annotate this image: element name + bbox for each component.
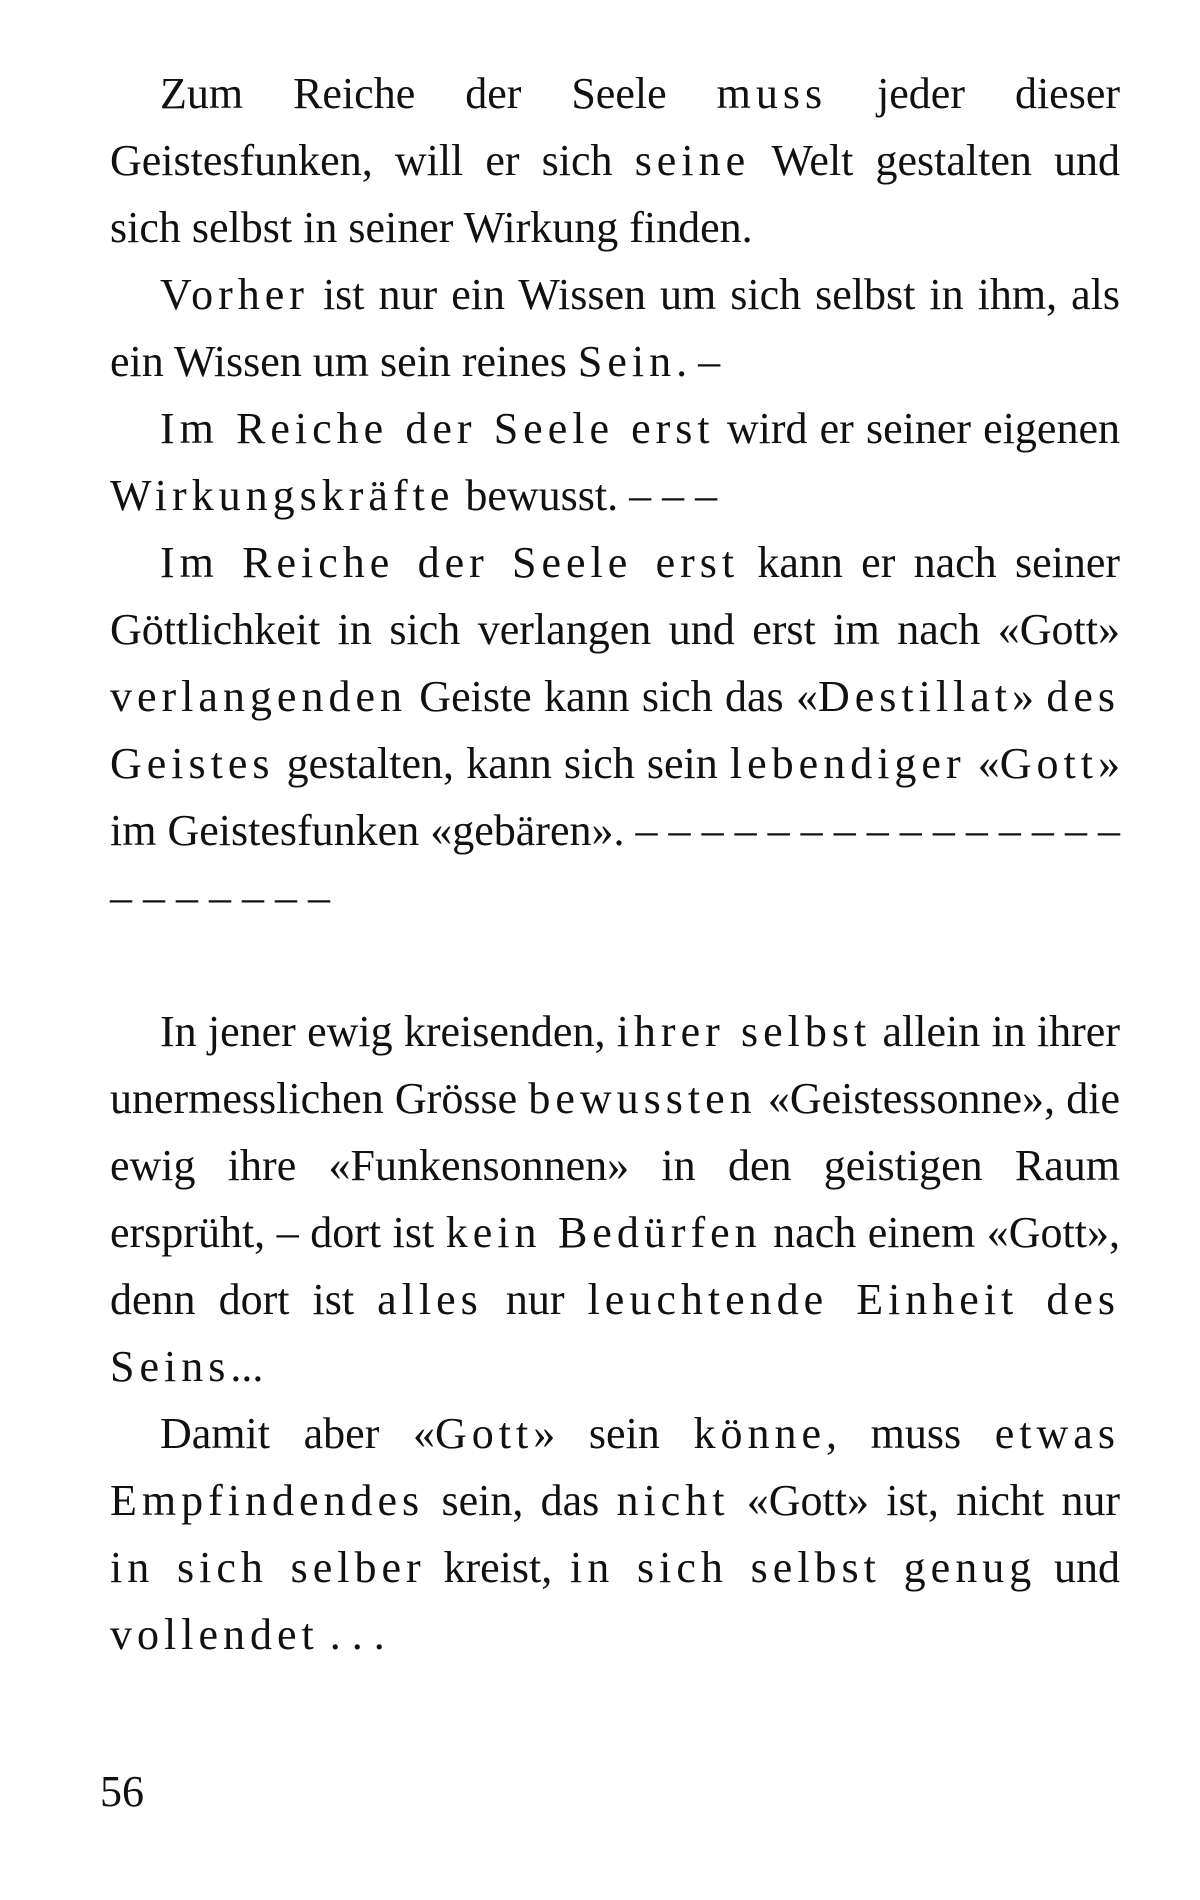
- spaced-text-run: Gott: [999, 739, 1099, 788]
- text-run: sein, das: [424, 1476, 617, 1525]
- spaced-text-run: des Geistes: [110, 672, 1120, 788]
- spaced-text-run: in sich selbst genug: [570, 1543, 1037, 1592]
- paragraph-wirkungskraefte: [110, 395, 1120, 529]
- spaced-text-run: Vorher: [160, 270, 309, 319]
- spaced-text-run: kein Bedürfen: [445, 1208, 762, 1257]
- spaced-text-run: alles: [377, 1275, 483, 1324]
- spaced-text-run: ihrer selbst: [616, 1007, 872, 1056]
- spaced-text-run: Destillat: [817, 672, 1013, 721]
- spaced-text-run: Sein: [577, 337, 677, 386]
- text-run: , muss: [825, 1409, 995, 1458]
- text-run: nach einem «Gott», denn dort ist: [110, 1208, 1120, 1324]
- text-run: gestalten, kann sich sein: [274, 739, 730, 788]
- text-run: «Gott» ist, nicht nur: [729, 1476, 1120, 1525]
- page-body: [110, 60, 1120, 1668]
- text-run: Geiste kann sich das «: [407, 672, 818, 721]
- text-run: ...: [230, 1342, 264, 1391]
- text-run: Zum Reiche der Seele: [160, 69, 717, 118]
- text-run: » im Geistesfunken «gebären». – – – – – – – – – – – – – – – – – – – – – –: [110, 739, 1121, 922]
- text-run: wird er seiner eigenen: [714, 404, 1120, 453]
- spaced-text-run: könne: [693, 1409, 826, 1458]
- spaced-text-run: leuchtende Einheit des Seins: [110, 1275, 1120, 1391]
- text-run: Damit aber «: [160, 1409, 436, 1458]
- text-run: »: [1012, 672, 1047, 721]
- paragraph-vorher: [110, 261, 1120, 395]
- spaced-text-run: muss: [716, 69, 828, 118]
- section-break: [110, 931, 1120, 998]
- text-run: kreist,: [425, 1543, 571, 1592]
- spaced-text-run: Im Reiche der Seele erst: [160, 538, 740, 587]
- text-run: » sein: [533, 1409, 694, 1458]
- text-run: . –: [676, 337, 721, 386]
- spaced-text-run: etwas Empfindendes: [110, 1409, 1120, 1525]
- spaced-text-run: seine: [634, 136, 751, 185]
- spaced-text-run: verlangenden: [110, 672, 407, 721]
- text-run: allein in ihrer unermesslichen Grösse: [110, 1007, 1120, 1123]
- text-run: bewusst. – – –: [454, 471, 718, 520]
- paragraph-goettlichkeit: [110, 529, 1120, 931]
- spaced-text-run: Im Reiche der Seele erst: [160, 404, 715, 453]
- text-run: In jener ewig kreisenden,: [160, 1007, 617, 1056]
- text-run: Welt gestalten und sich selbst in seiner Wirkung finden.: [110, 136, 1121, 252]
- text-run: und: [1036, 1543, 1120, 1592]
- text-run: «Geistessonne», die ewig ihre «Funkensonnen» in den geistigen Raum ersprüht, – dort ist: [110, 1074, 1120, 1257]
- page-number: 56: [100, 1767, 144, 1816]
- paragraph-reich-der-seele: [110, 60, 1120, 261]
- text-run: kann er nach seiner Göttlichkeit in sich verlangen und erst im nach «Gott»: [110, 538, 1121, 654]
- spaced-text-run: Wirkungskräfte: [110, 471, 455, 520]
- spaced-text-run: lebendiger: [729, 739, 966, 788]
- spaced-text-run: Gott: [435, 1409, 534, 1458]
- text-run: ist nur ein Wissen um sich selbst in ihm, als ein Wissen um sein reines: [110, 270, 1120, 386]
- spaced-text-run: vollendet: [110, 1610, 319, 1659]
- text-run: jeder dieser Geistesfunken, will er sich: [110, 69, 1120, 185]
- text-run: . . .: [318, 1610, 385, 1659]
- paragraph-damit-aber: [110, 1400, 1120, 1668]
- spaced-text-run: bewussten: [528, 1074, 757, 1123]
- paragraph-geistessonne: [110, 998, 1120, 1400]
- spaced-text-run: nicht: [616, 1476, 730, 1525]
- spaced-text-run: in sich selber: [110, 1543, 426, 1592]
- text-run: «: [965, 739, 1000, 788]
- text-run: nur: [482, 1275, 588, 1324]
